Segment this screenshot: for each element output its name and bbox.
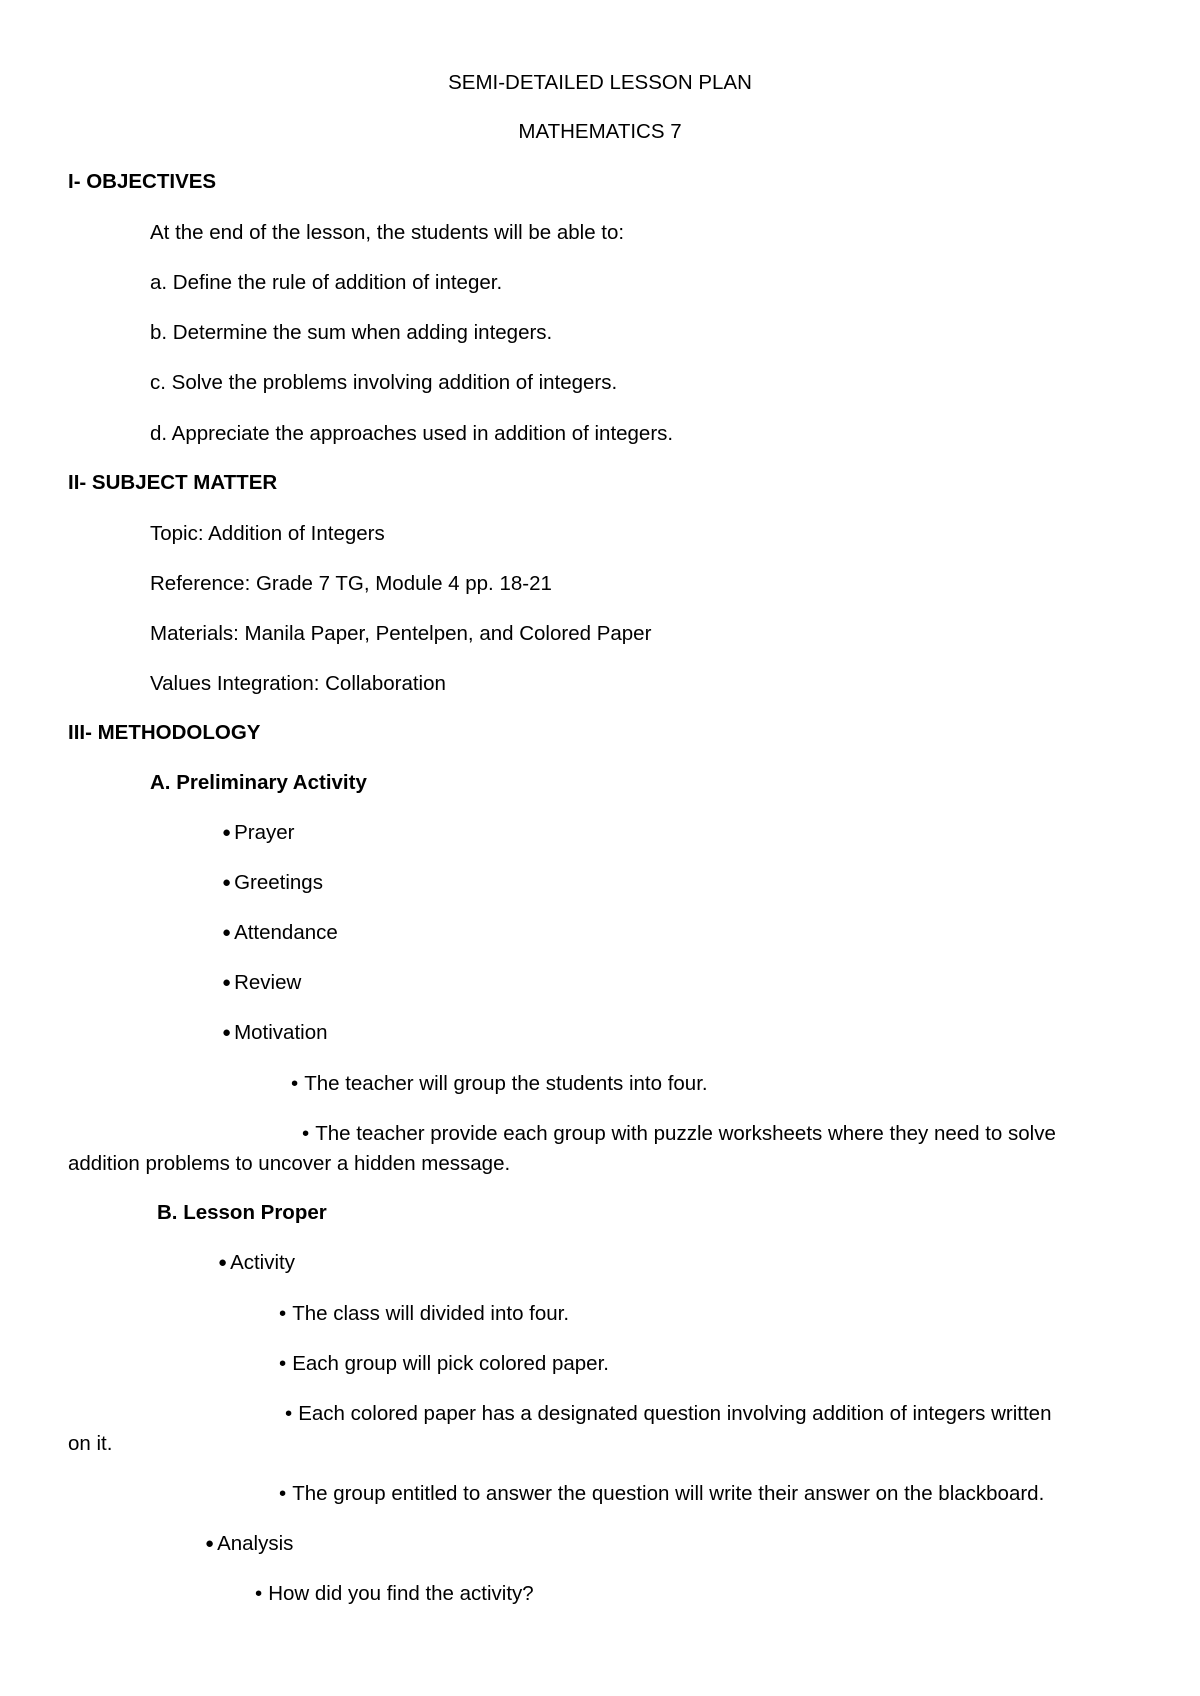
subject-matter-reference: Reference: Grade 7 TG, Module 4 pp. 18-21 bbox=[150, 572, 552, 595]
activity-item: • The class will divided into four. bbox=[279, 1301, 569, 1327]
activity-item: • Each colored paper has a designated question involving addition of integers written bbox=[285, 1401, 1051, 1427]
analysis-item: • How did you find the activity? bbox=[255, 1581, 534, 1607]
motivation-item: • The teacher will group the students into four. bbox=[291, 1071, 708, 1097]
document-subtitle: MATHEMATICS 7 bbox=[518, 120, 682, 143]
objective-item: d. Appreciate the approaches used in addition of integers. bbox=[150, 422, 674, 445]
motivation-item: • The teacher provide each group with puzzle worksheets where they need to solve bbox=[302, 1121, 1056, 1147]
document-title: SEMI-DETAILED LESSON PLAN bbox=[448, 71, 752, 94]
objectives-intro: At the end of the lesson, the students will be able to: bbox=[150, 221, 625, 244]
preliminary-item: ● Motivation bbox=[222, 1020, 328, 1048]
subject-matter-topic: Topic: Addition of Integers bbox=[150, 522, 385, 545]
activity-label: ● Activity bbox=[218, 1250, 295, 1278]
preliminary-item: ● Prayer bbox=[222, 820, 294, 848]
lesson-proper-heading: B. Lesson Proper bbox=[157, 1201, 327, 1224]
subject-matter-heading: II- SUBJECT MATTER bbox=[68, 471, 278, 494]
activity-item: • Each group will pick colored paper. bbox=[279, 1351, 609, 1377]
subject-matter-materials: Materials: Manila Paper, Pentelpen, and Colored Paper bbox=[150, 622, 652, 645]
objective-item: b. Determine the sum when adding integers. bbox=[150, 321, 553, 344]
methodology-heading: III- METHODOLOGY bbox=[68, 721, 261, 744]
preliminary-item: ● Greetings bbox=[222, 870, 323, 898]
preliminary-activity-heading: A. Preliminary Activity bbox=[150, 771, 367, 794]
objectives-heading: I- OBJECTIVES bbox=[68, 170, 217, 193]
preliminary-item: ● Review bbox=[222, 970, 301, 998]
subject-matter-values: Values Integration: Collaboration bbox=[150, 672, 446, 695]
preliminary-item: ● Attendance bbox=[222, 920, 338, 948]
motivation-item-continuation: addition problems to uncover a hidden message. bbox=[68, 1152, 511, 1175]
analysis-label: ● Analysis bbox=[205, 1531, 293, 1559]
activity-item-continuation: on it. bbox=[68, 1432, 113, 1455]
objective-item: a. Define the rule of addition of integer. bbox=[150, 271, 503, 294]
activity-item: • The group entitled to answer the question will write their answer on the blackboard. bbox=[279, 1481, 1044, 1507]
objective-item: c. Solve the problems involving addition of integers. bbox=[150, 371, 618, 394]
